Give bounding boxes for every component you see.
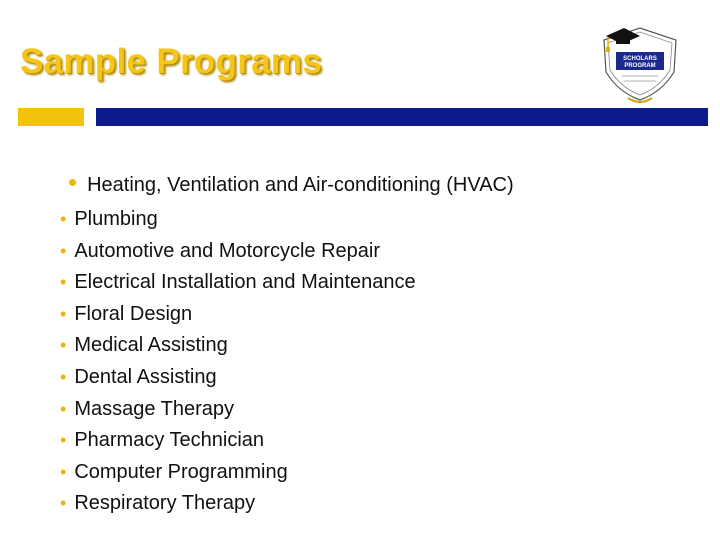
program-label: Medical Assisting (74, 334, 228, 357)
logo-line2: PROGRAM (624, 63, 656, 69)
program-item (60, 488, 514, 520)
program-item (60, 204, 514, 236)
accent-bar-gold (18, 108, 84, 126)
program-item (60, 236, 514, 268)
program-label: Dental Assisting (74, 365, 217, 388)
program-label: Plumbing (74, 208, 158, 230)
bullet-icon: • (60, 209, 67, 229)
program-item (60, 362, 514, 394)
logo-line1: SCHOLARS (623, 56, 657, 62)
bullet-icon: • (60, 398, 67, 419)
bullet-icon: • (60, 461, 67, 482)
program-label: Automotive and Motorcycle Repair (74, 239, 381, 262)
program-item (60, 267, 514, 299)
program-item (60, 457, 514, 489)
bullet-icon: • (68, 167, 78, 197)
accent-bar-blue (96, 108, 708, 126)
bullet-icon: • (60, 430, 67, 451)
program-label: Computer Programming (74, 460, 288, 483)
bullet-icon: • (60, 335, 67, 356)
program-item (60, 299, 514, 331)
program-label: Pharmacy Technician (74, 429, 265, 452)
program-label: Massage Therapy (74, 397, 235, 420)
program-item (60, 394, 514, 426)
bullet-icon: • (60, 493, 67, 514)
program-label: Heating, Ventilation and Air-conditioning (HVAC) (87, 174, 514, 196)
bullet-icon: • (60, 272, 67, 293)
program-item (60, 425, 514, 457)
scholars-program-logo-icon (592, 14, 688, 110)
bullet-icon: • (60, 303, 67, 324)
program-item (60, 164, 514, 204)
slide-title: Sample Programs (20, 42, 323, 81)
program-label: Floral Design (74, 302, 193, 325)
program-list (60, 164, 514, 520)
program-label: Respiratory Therapy (74, 492, 256, 515)
bullet-icon: • (60, 240, 67, 261)
program-label: Electrical Installation and Maintenance (74, 271, 416, 294)
program-item (60, 330, 514, 362)
bullet-icon: • (60, 366, 67, 387)
